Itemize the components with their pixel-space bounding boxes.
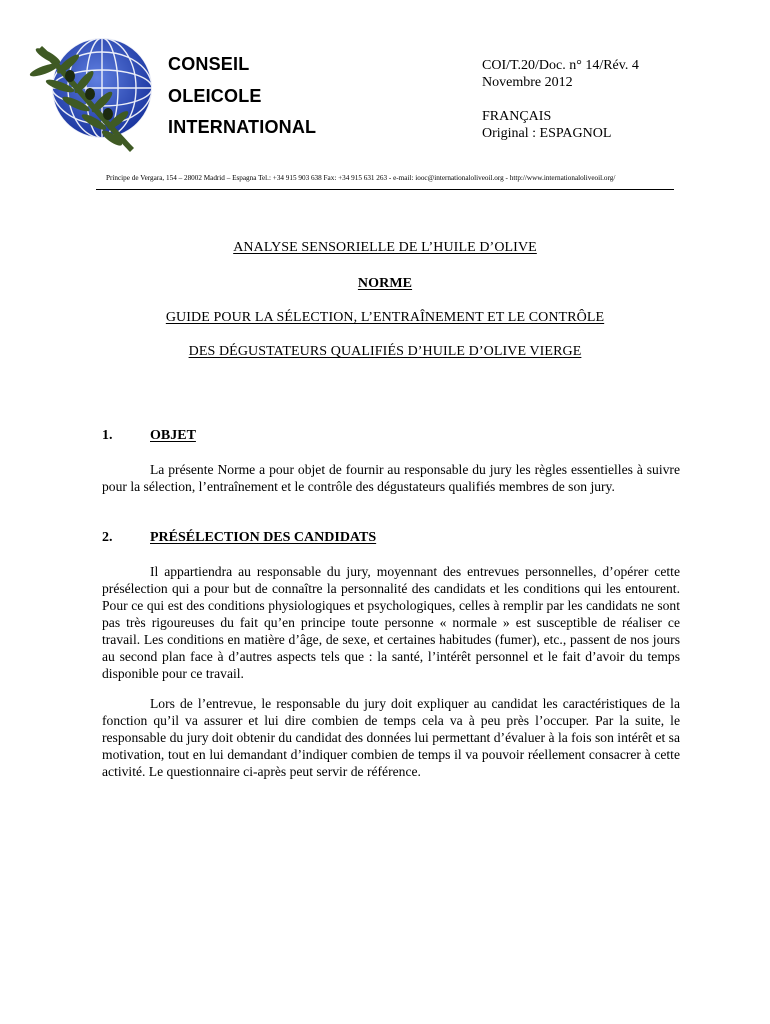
- section-1-paragraph-1: La présente Norme a pour objet de fournir au responsable du jury les règles essentielles à suivre pour la sélection, l’entraînement et le contrôle des dégustateurs qualifiés membres de son jury.: [102, 462, 680, 494]
- org-name-line-1: CONSEIL: [168, 54, 250, 74]
- original-language: Original : ESPAGNOL: [482, 126, 612, 141]
- document-date: Novembre 2012: [482, 75, 573, 90]
- org-name-line-2: OLEICOLE: [168, 86, 262, 106]
- section-2-paragraph-2: Lors de l’entrevue, le responsable du jury doit expliquer au candidat les caractéristiques de la fonction qu’il va assurer et lui dire combien de temps cela va à peu près l’occuper. Par la suite, le responsable du jury doit obtenir du candidat des données lui permettant d’évaluer à la fois son intérêt et sa motivation, tout en lui demandant d’indiquer combien de temps il va pouvoir réellement consacrer à cette activité. Le questionnaire ci-après peut servir de référence.: [102, 696, 680, 779]
- section-2-heading: PRÉSÉLECTION DES CANDIDATS: [150, 530, 377, 545]
- document-title-line-2: NORME: [357, 276, 413, 291]
- section-1-number: 1.: [102, 428, 113, 443]
- section-2-number: 2.: [102, 530, 113, 545]
- document-title-line-3: GUIDE POUR LA SÉLECTION, L’ENTRAÎNEMENT ET LE CONTRÔLE: [165, 310, 605, 325]
- contact-address: Príncipe de Vergara, 154 – 28002 Madrid – Espagna Tel.: +34 915 903 638 Fax: +34 915 631 263 - e-mail: iooc@internationaloliveoil.org - http://www.internationaloliveoil.org/: [106, 174, 616, 182]
- document-title-line-1: ANALYSE SENSORIELLE DE L’HUILE D’OLIVE: [233, 240, 537, 255]
- olive-globe-logo: [24, 36, 162, 154]
- org-name-line-3: INTERNATIONAL: [168, 117, 317, 137]
- section-2-paragraph-1: Il appartiendra au responsable du jury, moyennant des entrevues personnelles, d’opérer cette présélection qui a pour but de connaître la personnalité des candidats et les conditions qui les entourent. Pour ce qui est des conditions physiologiques et psychologiques, celles à remplir par les candidats ne sont pas très rigoureuses du fait qu’en principe toute personne « normale » est susceptible de réaliser ce travail. Les conditions en matière d’âge, de sexe, et certaines habitudes (fumer), etc., passent de nos jours au second plan face à d’autres aspects tels que : la santé, l’intérêt personnel et le fait d’avoir du temps disponible pour ce travail.: [102, 564, 680, 681]
- section-1-heading: OBJET: [150, 428, 196, 443]
- document-reference: COI/T.20/Doc. n° 14/Rév. 4: [482, 58, 639, 73]
- header-divider: [96, 189, 674, 190]
- document-title-line-4: DES DÉGUSTATEURS QUALIFIÉS D’HUILE D’OLIVE VIERGE: [188, 344, 582, 359]
- document-language: FRANÇAIS: [482, 109, 552, 124]
